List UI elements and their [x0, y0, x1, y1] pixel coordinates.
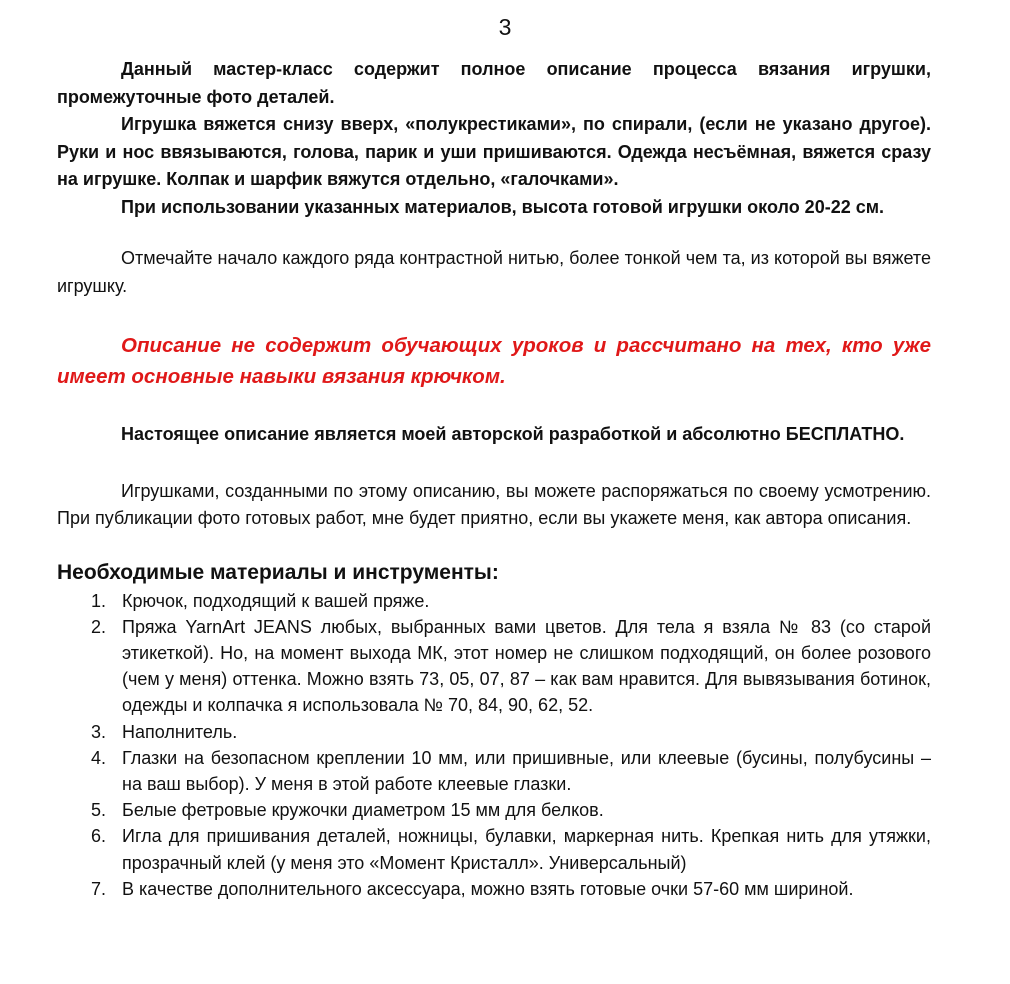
authorship-paragraph: Настоящее описание является моей авторской разработкой и абсолютно БЕСПЛАТНО.: [121, 424, 905, 444]
list-item-number: 7.: [91, 878, 107, 899]
list-item-text: Глазки на безопасном креплении 10 мм, или пришивные, или клеевые (бусины, полубусины – на ваш выбор). У меня в этой работе клеевые глазки.: [122, 747, 931, 794]
list-item-text: Наполнитель.: [122, 721, 238, 742]
list-item: [57, 614, 931, 719]
page-number: 3: [498, 14, 512, 40]
list-item-number: 3.: [91, 721, 107, 742]
list-item-number: 2.: [91, 616, 107, 637]
materials-list: [57, 588, 931, 902]
materials-heading: Необходимые материалы и инструменты:: [57, 560, 499, 584]
list-item-number: 1.: [91, 590, 107, 611]
usage-paragraph: Игрушками, созданными по этому описанию, вы можете распоряжаться по своему усмотрению. При публикации фото готовых работ, мне будет приятно, если вы укажете меня, как автора описания.: [57, 480, 931, 528]
list-item-number: 4.: [91, 747, 107, 768]
list-item: [57, 797, 931, 823]
list-item-number: 5.: [91, 800, 107, 821]
marking-note-paragraph: Отмечайте начало каждого ряда контрастной нитью, более тонкой чем та, из которой вы вяжете игрушку.: [57, 248, 931, 296]
list-item-text: Игла для пришивания деталей, ножницы, булавки, маркерная нить. Крепкая нить для утяжки, прозрачный клей (у меня это «Момент Кристалл». Универсальный): [122, 826, 931, 873]
list-item-text: Пряжа YarnArt JEANS любых, выбранных вами цветов. Для тела я взяла № 83 (со старой этикеткой). Но, на момент выхода МК, этот номер не слишком подходящий, он более розового (чем у меня) оттенка. Можно взять 73, 05, 07, 87 – как вам нравится. Для вывязывания ботинок, одежды и колпачка я использовала № 70, 84, 90, 62, 52.: [122, 616, 931, 716]
intro-paragraph-2: Игрушка вяжется снизу вверх, «полукрестиками», по спирали, (если не указано другое). Руки и нос ввязываются, голова, парик и уши пришиваются. Одежда несъёмная, вяжется сразу на игрушке. Колпак и шарфик вяжутся отдельно, «галочками».: [57, 114, 931, 189]
list-item: [57, 823, 931, 875]
list-item-text: В качестве дополнительного аксессуара, можно взять готовые очки 57-60 мм шириной.: [122, 878, 854, 899]
list-item: [57, 745, 931, 797]
intro-paragraph-3: При использовании указанных материалов, высота готовой игрушки около 20-22 см.: [121, 196, 885, 217]
list-item-text: Белые фетровые кружочки диаметром 15 мм для белков.: [122, 800, 604, 821]
list-item: [57, 588, 931, 614]
list-item: [57, 876, 931, 902]
document-body: [57, 56, 931, 902]
list-item-text: Крючок, подходящий к вашей пряже.: [122, 590, 430, 611]
list-item-number: 6.: [91, 826, 107, 847]
list-item: [57, 719, 931, 745]
intro-paragraph-1: Данный мастер-класс содержит полное описание процесса вязания игрушки, промежуточные фото деталей.: [57, 59, 931, 107]
experience-warning: Описание не содержит обучающих уроков и рассчитано на тех, кто уже имеет основные навыки вязания крючком.: [57, 334, 931, 388]
